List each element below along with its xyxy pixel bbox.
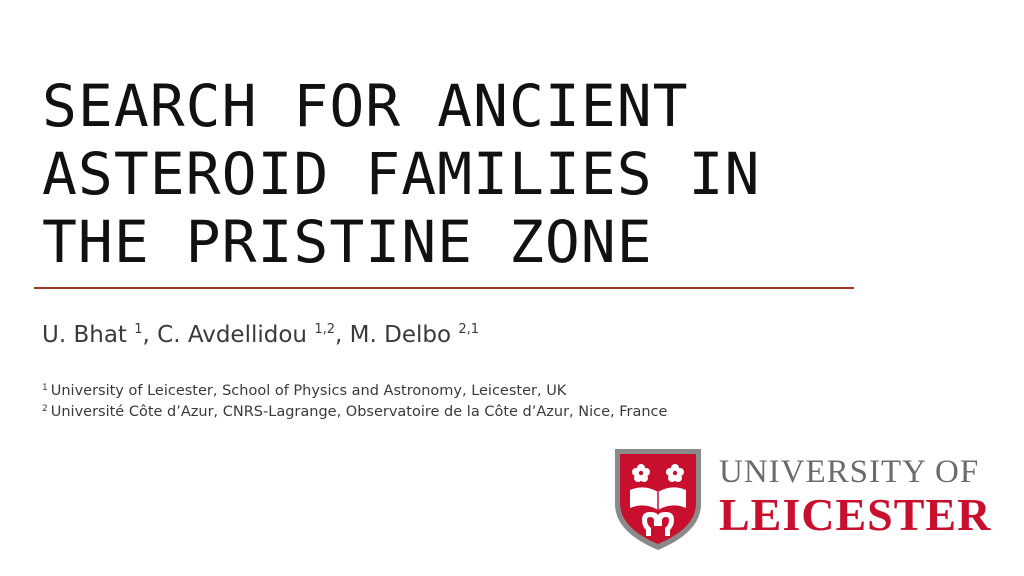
author-name: C. Avdellidou bbox=[157, 322, 308, 348]
affiliation-text: University of Leicester, School of Physics and Astronomy, Leicester, UK bbox=[50, 383, 567, 399]
author-name: U. Bhat bbox=[42, 322, 127, 348]
university-shield-icon bbox=[612, 446, 704, 552]
university-wordmark bbox=[719, 454, 991, 540]
author-name: M. Delbo bbox=[349, 322, 452, 348]
university-logo bbox=[612, 446, 1002, 554]
affiliation-text: Université Côte d’Azur, CNRS-Lagrange, Observatoire de la Côte d’Azur, Nice, France bbox=[50, 404, 668, 420]
title-line-1: SEARCH FOR ANCIENT bbox=[42, 72, 689, 140]
title-line-3: THE PRISTINE ZONE bbox=[42, 208, 653, 276]
title-divider bbox=[34, 287, 854, 289]
affiliation-list bbox=[42, 381, 667, 423]
author-separator: , bbox=[335, 322, 350, 348]
affiliation-item bbox=[42, 402, 667, 423]
title-line-2: ASTEROID FAMILIES IN bbox=[42, 140, 761, 208]
affiliation-item bbox=[42, 381, 667, 402]
affiliation-number: 1 bbox=[42, 383, 48, 393]
author-affiliation-marker: 1 bbox=[134, 322, 143, 337]
author-affiliation-marker: 2,1 bbox=[458, 322, 480, 337]
wordmark-line-2: LEICESTER bbox=[719, 489, 992, 540]
wordmark-line-1: UNIVERSITY OF bbox=[719, 454, 980, 490]
slide-title bbox=[42, 72, 862, 276]
author-list bbox=[42, 322, 479, 348]
affiliation-number: 2 bbox=[42, 404, 48, 414]
author-separator: , bbox=[142, 322, 158, 348]
author-affiliation-marker: 1,2 bbox=[314, 322, 336, 337]
